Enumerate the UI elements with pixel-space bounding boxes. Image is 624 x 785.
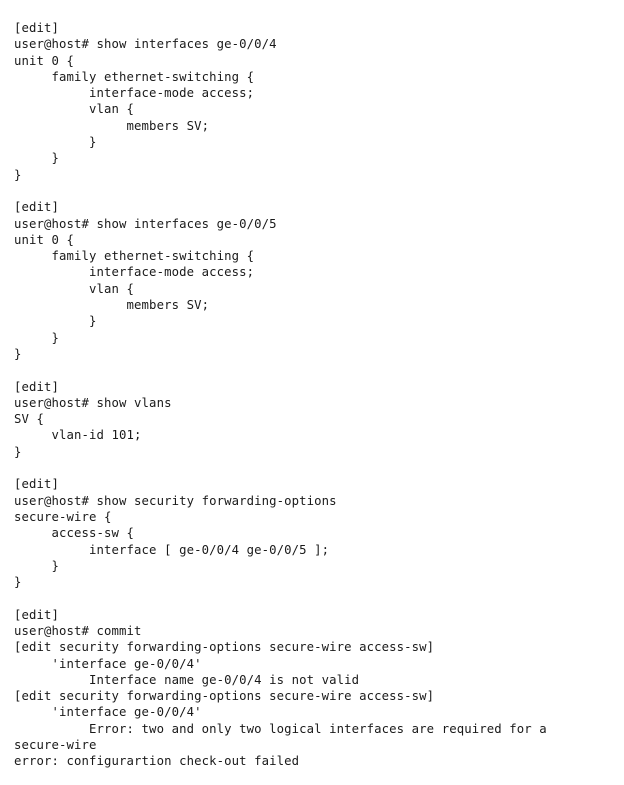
terminal-line: error: configurartion check-out failed (14, 754, 300, 769)
terminal-line: secure-wire { (14, 509, 112, 524)
terminal-line: } (14, 346, 22, 361)
terminal-line: SV { (14, 412, 45, 427)
terminal-line: [edit] (14, 607, 60, 622)
terminal-line: user@host# commit (14, 623, 142, 638)
terminal-line: family ethernet-switching { (14, 249, 255, 264)
terminal-line: Interface name ge-0/0/4 is not valid (14, 672, 360, 687)
terminal-line: } (14, 151, 60, 166)
terminal-line: } (14, 575, 22, 590)
terminal-blank-line (14, 460, 610, 476)
terminal-line: interface-mode access; (14, 86, 255, 101)
terminal-line: vlan { (14, 281, 135, 296)
terminal-line: [edit] (14, 379, 60, 394)
terminal-line: vlan-id 101; (14, 428, 142, 443)
terminal-line: [edit security forwarding-options secure-wire access-sw] (14, 640, 435, 655)
terminal-line: secure-wire (14, 738, 97, 753)
terminal-line: user@host# show security forwarding-options (14, 493, 337, 508)
terminal-line: unit 0 { (14, 232, 75, 247)
terminal-line: } (14, 314, 97, 329)
terminal-line: 'interface ge-0/0/4' (14, 705, 202, 720)
terminal-line: family ethernet-switching { (14, 69, 255, 84)
terminal-line: unit 0 { (14, 53, 75, 68)
terminal-line: user@host# show vlans (14, 395, 172, 410)
terminal-line: interface [ ge-0/0/4 ge-0/0/5 ]; (14, 542, 330, 557)
terminal-line: } (14, 330, 60, 345)
terminal-line: members SV; (14, 118, 210, 133)
terminal-blank-line (14, 362, 610, 378)
terminal-line: user@host# show interfaces ge-0/0/4 (14, 37, 277, 52)
terminal-line: access-sw { (14, 526, 135, 541)
terminal-line: } (14, 135, 97, 150)
terminal-line: 'interface ge-0/0/4' (14, 656, 202, 671)
terminal-line: [edit] (14, 21, 60, 35)
terminal-line: user@host# show interfaces ge-0/0/5 (14, 216, 277, 231)
terminal-line: } (14, 444, 22, 459)
terminal-line: interface-mode access; (14, 265, 255, 280)
terminal-line: [edit] (14, 200, 60, 215)
terminal-line: Error: two and only two logical interfaces are required for a (14, 721, 547, 736)
terminal-line: vlan { (14, 102, 135, 117)
terminal-line: } (14, 558, 60, 573)
terminal-line: [edit] (14, 477, 60, 492)
terminal-line: } (14, 167, 22, 182)
terminal-line: members SV; (14, 298, 210, 313)
terminal-line: [edit security forwarding-options secure-wire access-sw] (14, 689, 435, 704)
terminal-blank-line (14, 183, 610, 199)
terminal-blank-line (14, 590, 610, 606)
